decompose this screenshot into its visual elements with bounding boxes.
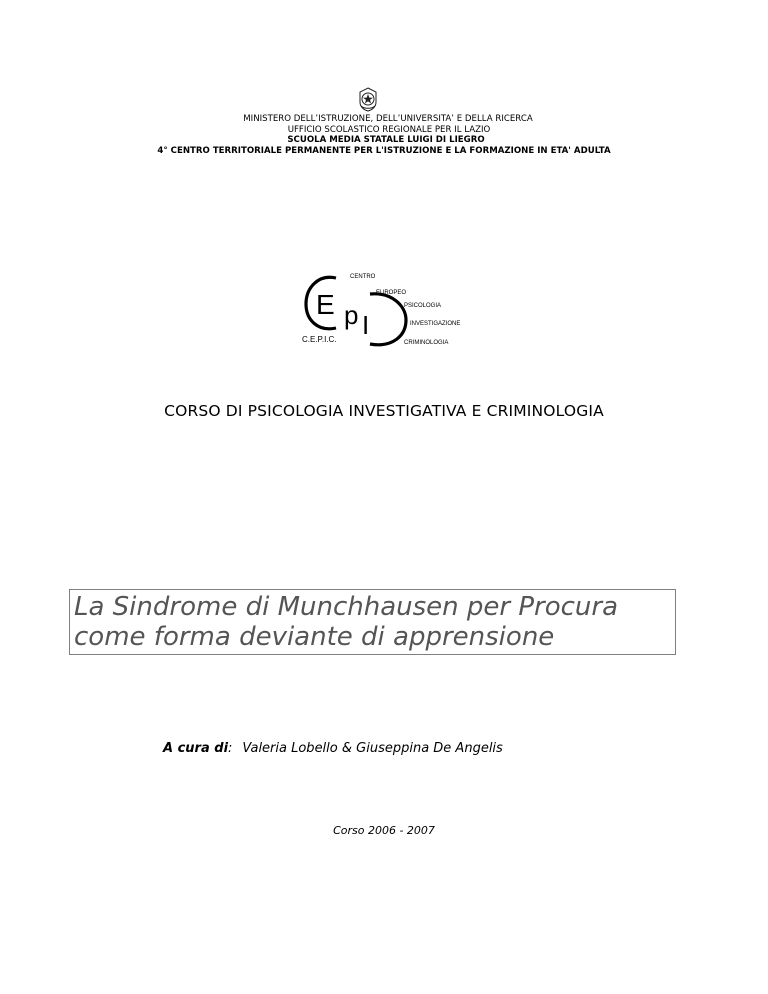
logo-letter-p: p bbox=[344, 300, 359, 330]
document-title-box bbox=[69, 589, 676, 655]
authors-names: Valeria Lobello & Giuseppina De Angelis bbox=[242, 741, 503, 756]
authors bbox=[163, 741, 503, 756]
institution-header bbox=[0, 114, 768, 156]
course-title: CORSO DI PSICOLOGIA INVESTIGATIVA E CRIMINOLOGIA bbox=[164, 402, 604, 420]
logo-acronym: C.E.P.I.C. bbox=[302, 335, 337, 344]
header-center: 4° CENTRO TERRITORIALE PERMANENTE PER L'ISTRUZIONE E LA FORMAZIONE IN ETA' ADULTA bbox=[157, 145, 611, 156]
header-school: SCUOLA MEDIA STATALE LUIGI DI LIEGRO bbox=[287, 135, 485, 145]
course-year: Corso 2006 - 2007 bbox=[333, 824, 435, 837]
logo-word-psicologia: PSICOLOGIA bbox=[404, 303, 442, 309]
authors-colon: : bbox=[228, 741, 233, 756]
logo-letter-i: I bbox=[362, 310, 370, 340]
logo-word-criminologia: CRIMINOLOGIA bbox=[404, 340, 449, 346]
republic-emblem-icon bbox=[356, 86, 380, 112]
header-ministry: MINISTERO DELL’ISTRUZIONE, DELL’UNIVERSITA’ E DELLA RICERCA bbox=[243, 114, 533, 124]
logo-word-centro: CENTRO bbox=[350, 274, 376, 280]
cepic-logo bbox=[300, 268, 480, 358]
logo-word-europeo: EUROPEO bbox=[376, 290, 407, 296]
logo-letter-e: E bbox=[316, 289, 335, 320]
authors-label: A cura di bbox=[163, 741, 229, 756]
logo-word-investigazione: INVESTIGAZIONE bbox=[410, 321, 461, 327]
header-regional-office: UFFICIO SCOLASTICO REGIONALE PER IL LAZIO bbox=[287, 124, 491, 135]
document-title-line1: La Sindrome di Munchhausen per Procura bbox=[74, 592, 619, 622]
document-title-line2: come forma deviante di apprensione bbox=[74, 622, 555, 652]
